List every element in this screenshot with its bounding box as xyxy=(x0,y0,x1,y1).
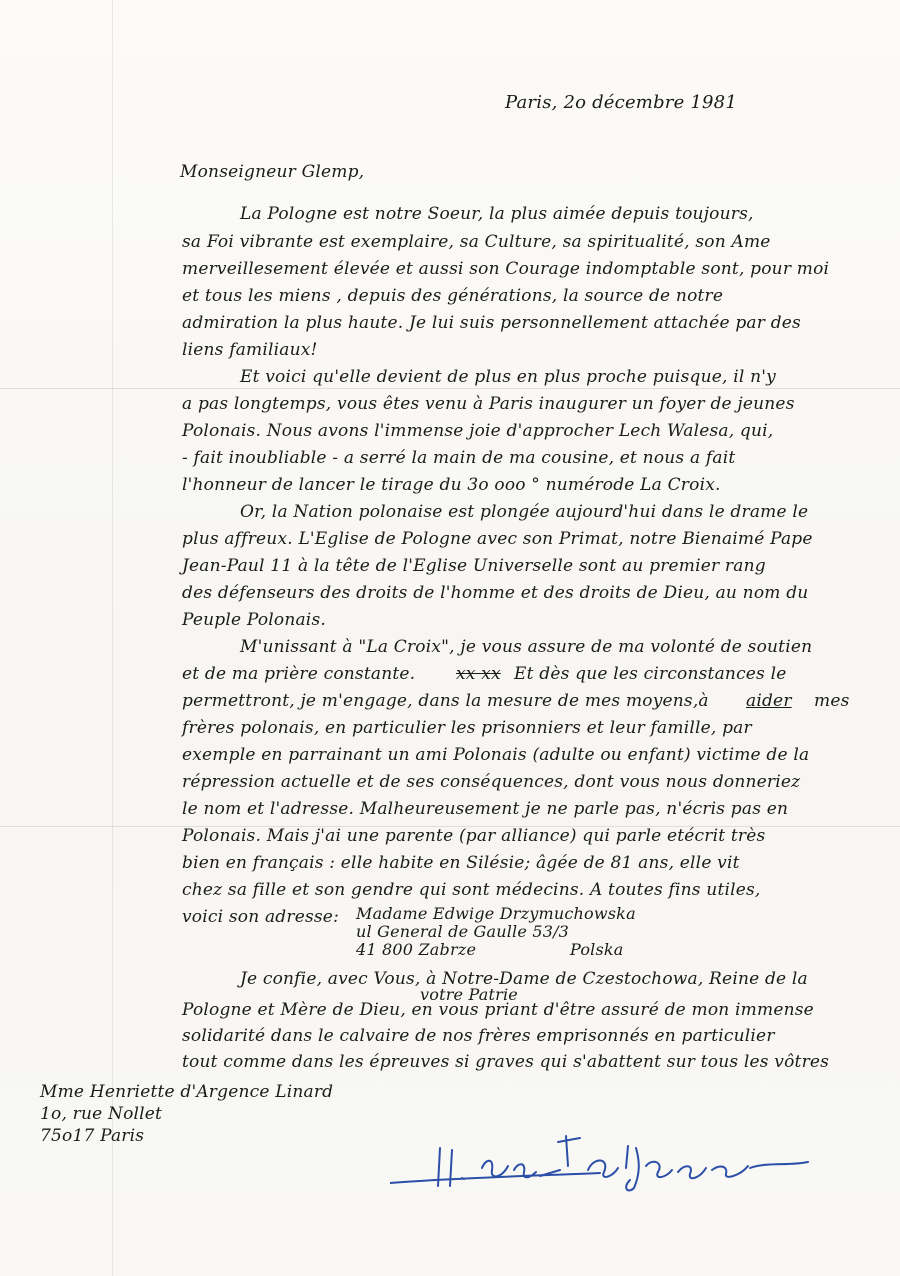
body-line: Or, la Nation polonaise est plongée aujourd'hui dans le drame le xyxy=(240,502,809,522)
address-line: Madame Edwige Drzymuchowska xyxy=(356,904,636,923)
body-line: solidarité dans le calvaire de nos frères emprisonnés en particulier xyxy=(182,1026,775,1046)
letter-date: Paris, 2o décembre 1981 xyxy=(505,92,737,113)
body-line: Je confie, avec Vous, à Notre-Dame de Czestochowa, Reine de la xyxy=(240,969,808,989)
body-line: admiration la plus haute. Je lui suis personnellement attachée par des xyxy=(182,313,801,333)
underlined-word: aider xyxy=(746,691,792,711)
body-line: tout comme dans les épreuves si graves qui s'abattent sur tous les vôtres xyxy=(182,1052,830,1072)
body-line: a pas longtemps, vous êtes venu à Paris inaugurer un foyer de jeunes xyxy=(182,394,795,414)
body-line: bien en français : elle habite en Silésie; âgée de 81 ans, elle vit xyxy=(182,853,740,873)
sender-city: 75o17 Paris xyxy=(40,1126,145,1146)
salutation: Monseigneur Glemp, xyxy=(180,162,365,182)
body-line: La Pologne est notre Soeur, la plus aimée depuis toujours, xyxy=(240,204,754,224)
sender-name: Mme Henriette d'Argence Linard xyxy=(40,1082,334,1102)
fold-line xyxy=(0,388,900,389)
body-line: frères polonais, en particulier les prisonniers et leur famille, par xyxy=(182,718,752,738)
body-line: Et voici qu'elle devient de plus en plus proche puisque, il n'y xyxy=(240,367,776,387)
body-line: sa Foi vibrante est exemplaire, sa Culture, sa spiritualité, son Ame xyxy=(182,232,771,252)
body-line: exemple en parrainant un ami Polonais (adulte ou enfant) victime de la xyxy=(182,745,810,765)
body-line: mes xyxy=(814,691,850,711)
address-line: ul General de Gaulle 53/3 xyxy=(356,922,570,941)
body-line: - fait inoubliable - a serré la main de ma cousine, et nous a fait xyxy=(182,448,736,468)
sender-street: 1o, rue Nollet xyxy=(40,1104,163,1124)
address-line: 41 800 Zabrze xyxy=(356,940,477,959)
body-line: M'unissant à "La Croix", je vous assure de ma volonté de soutien xyxy=(240,637,813,657)
strikethrough-text: xx xx xyxy=(456,664,501,684)
body-line: merveillesement élevée et aussi son Courage indomptable sont, pour moi xyxy=(182,259,830,279)
body-line: Et dès que les circonstances le xyxy=(514,664,787,684)
body-line: liens familiaux! xyxy=(182,340,318,360)
body-line: et tous les miens , depuis des générations, la source de notre xyxy=(182,286,724,306)
body-line: Polonais. Mais j'ai une parente (par alliance) qui parle etécrit très xyxy=(182,826,766,846)
address-line: Polska xyxy=(570,940,624,959)
body-line: chez sa fille et son gendre qui sont médecins. A toutes fins utiles, xyxy=(182,880,761,900)
body-line: permettront, je m'engage, dans la mesure de mes moyens,à xyxy=(182,691,709,711)
body-line: l'honneur de lancer le tirage du 3o ooo ° numérode La Croix. xyxy=(182,475,721,495)
body-line: Pologne et Mère de Dieu, en vous priant d'être assuré de mon immense xyxy=(182,1000,814,1020)
body-line: plus affreux. L'Eglise de Pologne avec son Primat, notre Bienaimé Pape xyxy=(182,529,813,549)
body-line: le nom et l'adresse. Malheureusement je ne parle pas, n'écris pas en xyxy=(182,799,789,819)
body-line: des défenseurs des droits de l'homme et des droits de Dieu, au nom du xyxy=(182,583,809,603)
body-line: voici son adresse: xyxy=(182,907,339,927)
signature xyxy=(390,1128,810,1198)
body-line: et de ma prière constante. xyxy=(182,664,416,684)
body-line: Jean-Paul 11 à la tête de l'Eglise Universelle sont au premier rang xyxy=(182,556,766,576)
insertion-text: votre Patrie xyxy=(420,985,518,1004)
body-line: répression actuelle et de ses conséquences, dont vous nous donneriez xyxy=(182,772,801,792)
body-line: Polonais. Nous avons l'immense joie d'approcher Lech Walesa, qui, xyxy=(182,421,774,441)
body-line: Peuple Polonais. xyxy=(182,610,326,630)
